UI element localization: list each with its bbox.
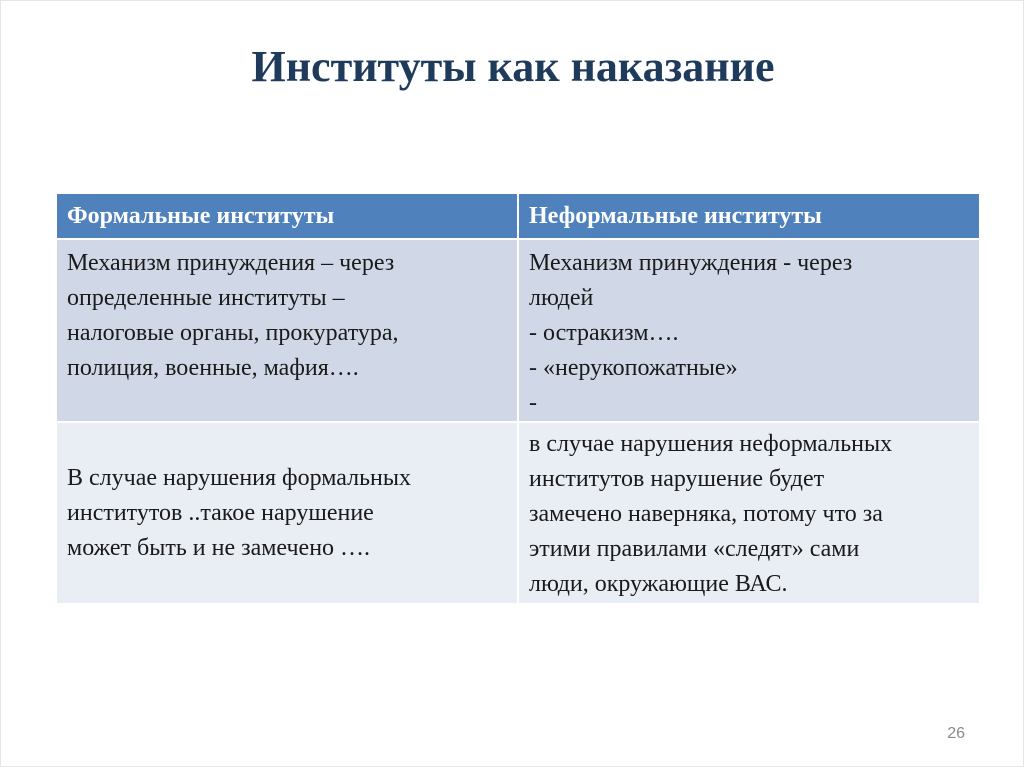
cell-line: в случае нарушения неформальных (529, 431, 893, 457)
cell-line: замечено наверняка, потому что за (529, 501, 883, 527)
cell-line: налоговые органы, прокуратура, (67, 320, 399, 346)
cell-line: В случае нарушения формальных (67, 464, 412, 491)
cell-line: - остракизм…. (529, 320, 679, 346)
cell-formal-violation (56, 422, 518, 604)
cell-line: - «нерукопожатные» (529, 355, 738, 381)
cell-line: полиция, военные, мафия…. (67, 355, 359, 381)
cell-line: людей (529, 285, 594, 311)
page-number: 26 (947, 725, 965, 742)
cell-line: институтов ..такое нарушение (67, 499, 374, 526)
cell-line: определенные институты – (67, 285, 345, 311)
cell-line: - (529, 390, 537, 416)
cell-line: Механизм принуждения – через (67, 250, 395, 276)
header-formal-institutions: Формальные институты (56, 193, 518, 239)
cell-formal-enforcement (56, 239, 518, 422)
table-header-row (56, 193, 980, 239)
cell-informal-violation (518, 422, 980, 604)
cell-line: Механизм принуждения - через (529, 250, 853, 276)
cell-line: этими правилами «следят» сами (529, 536, 860, 562)
slide-title: Институты как наказание (251, 42, 775, 91)
header-informal-institutions: Неформальные институты (518, 193, 980, 239)
table-row (56, 239, 980, 422)
cell-line: может быть и не замечено …. (67, 534, 371, 561)
cell-line: люди, окружающие ВАС. (529, 571, 788, 597)
comparison-table (55, 192, 981, 605)
cell-informal-enforcement (518, 239, 980, 422)
cell-line: институтов нарушение будет (529, 466, 825, 492)
table-row (56, 422, 980, 604)
